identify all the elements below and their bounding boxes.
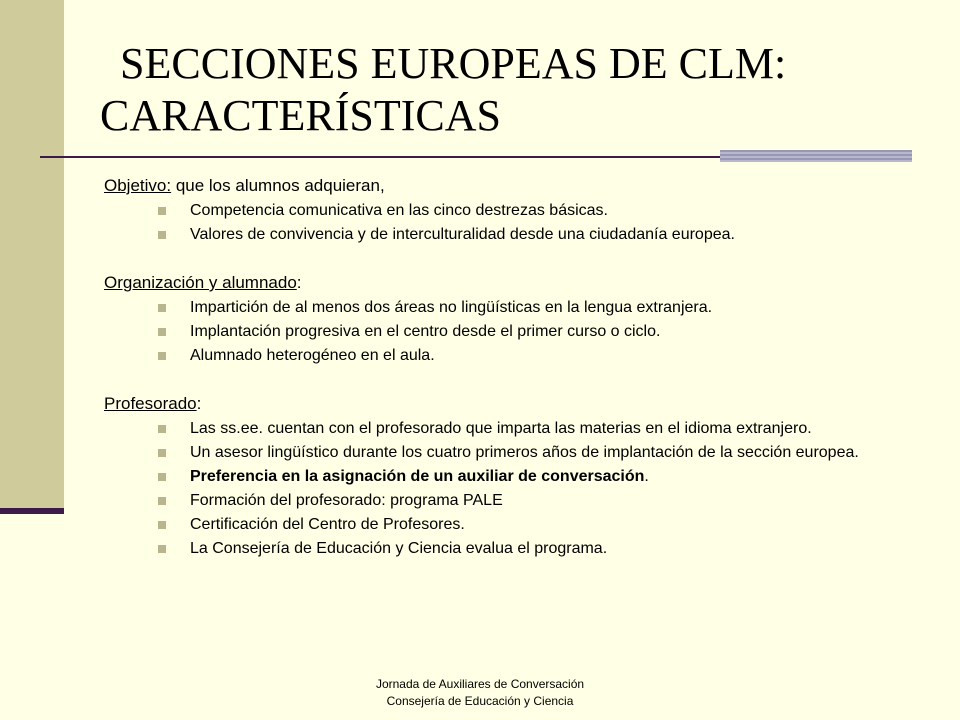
list-item-bold: Preferencia en la asignación de un auxiliar de conversación.: [158, 467, 884, 486]
list-item: Las ss.ee. cuentan con el profesorado que imparta las materias en el idioma extranjero.: [158, 419, 884, 438]
list-organizacion: [104, 298, 884, 365]
list-item: Un asesor lingüístico durante los cuatro primeros años de implantación de la sección europea.: [158, 443, 884, 462]
footer-line-1: Jornada de Auxiliares de Conversación: [375, 677, 585, 691]
section-heading-objetivo: Objetivo: que los alumnos adquieran,: [104, 176, 385, 195]
list-item: Formación del profesorado: programa PALE: [158, 491, 884, 510]
section-heading-organizacion: Organización y alumnado:: [104, 273, 302, 292]
list-item: La Consejería de Educación y Ciencia evalua el programa.: [158, 539, 884, 558]
list-item: Alumnado heterogéneo en el aula.: [158, 346, 884, 365]
left-sidebar-band: [0, 0, 64, 512]
list-item: Competencia comunicativa en las cinco destrezas básicas.: [158, 201, 884, 220]
slide-footer: [0, 676, 960, 710]
title-accent-bar: [720, 150, 912, 162]
list-item: Valores de convivencia y de interculturalidad desde una ciudadanía europea.: [158, 225, 884, 244]
section-heading-profesorado: Profesorado:: [104, 394, 202, 413]
title-line-1: SECCIONES EUROPEAS DE CLM:: [120, 39, 787, 88]
list-item: Impartición de al menos dos áreas no lingüísticas en la lengua extranjera.: [158, 298, 884, 317]
title-line-2: CARACTERÍSTICAS: [100, 91, 501, 140]
list-item: Certificación del Centro de Profesores.: [158, 515, 884, 534]
list-item: Implantación progresiva en el centro desde el primer curso o ciclo.: [158, 322, 884, 341]
list-objetivo: [104, 201, 884, 244]
sidebar-accent-line: [0, 508, 64, 514]
list-profesorado: [104, 419, 884, 558]
slide-body: [104, 174, 884, 563]
footer-line-2: Consejería de Educación y Ciencia: [386, 694, 574, 708]
slide-title: [100, 38, 920, 142]
